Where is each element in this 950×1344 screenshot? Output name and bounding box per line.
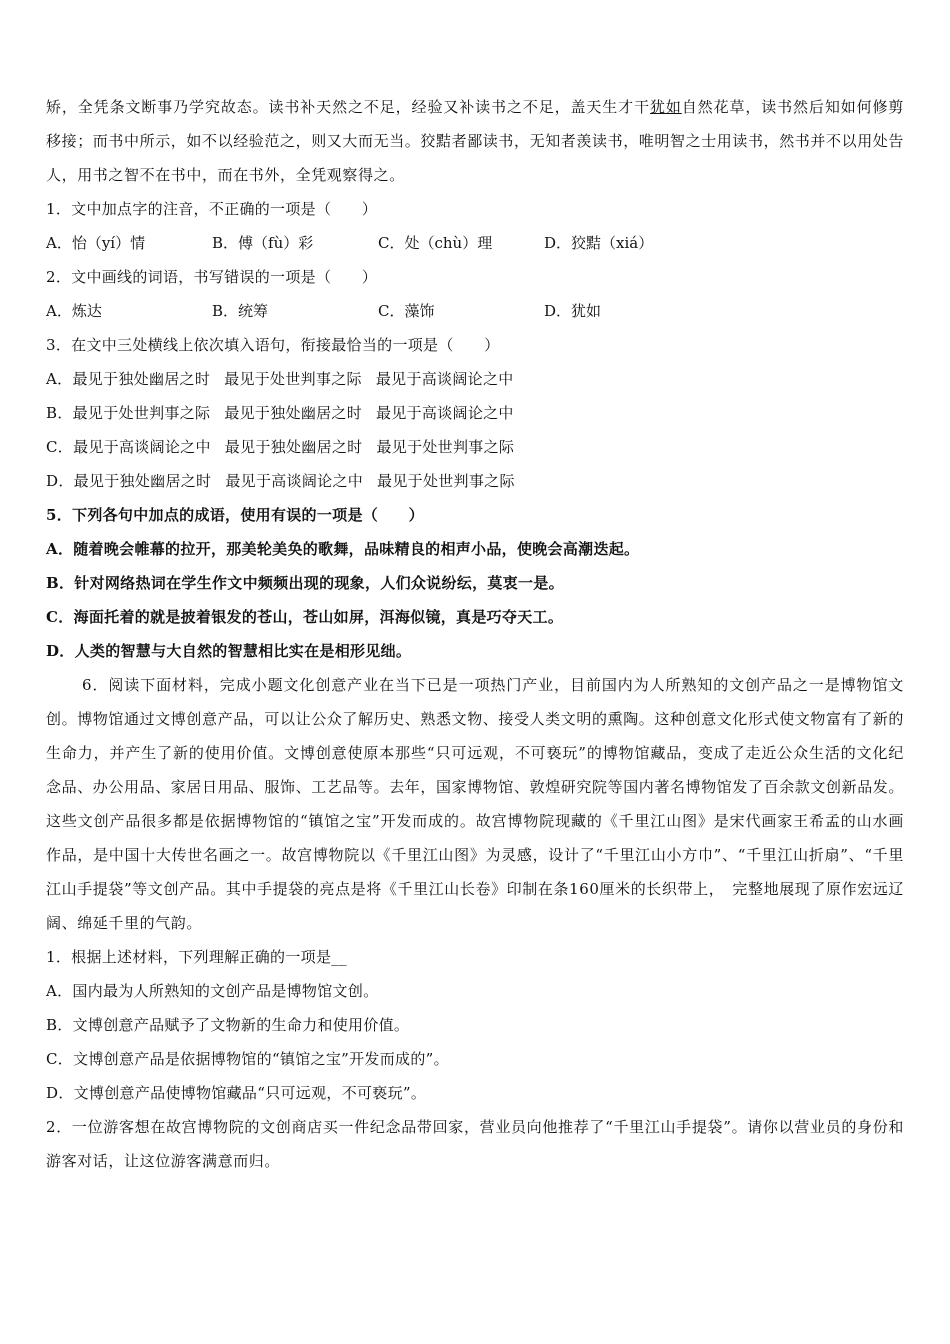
q3-d-part-2: 最见于高谈阔论之中: [225, 472, 364, 490]
question-1-options: [46, 226, 904, 260]
q2-option-c: C．藻饰: [378, 302, 435, 320]
q3-option-b-label: B．: [46, 404, 73, 422]
q3-option-c-label: C．: [46, 438, 74, 456]
q2-option-a: A．炼达: [46, 302, 102, 320]
q1-option-b: B．傅（fù）彩: [212, 234, 314, 252]
q6-sub1-stem: 1．根据上述材料，下列理解正确的一项是__: [46, 948, 347, 966]
q6-sub2-stem: 2．一位游客想在故宫博物院的文创商店买一件纪念品带回家，营业员向他推荐了“千里江山手提袋”。请你以营业员的身份和游客对话，让这位游客满意而归。: [46, 1118, 904, 1170]
q3-a-part-3: 最见于高谈阔论之中: [375, 370, 514, 388]
q1-option-a: A．怡（yí）情: [46, 234, 146, 252]
q3-c-part-2: 最见于独处幽居之时: [224, 438, 363, 456]
q2-option-d: D．犹如: [544, 302, 602, 320]
q3-d-part-3: 最见于处世判事之际: [377, 472, 515, 490]
q3-option-a: [46, 362, 904, 396]
q3-option-a-label: A．: [46, 370, 73, 388]
q5-option-c: C．海面托着的就是披着银发的苍山，苍山如屏，洱海似镜，真是巧夺天工。: [46, 608, 564, 626]
passage-part-2: 自然花草，读书然后知如何修剪移接；而书中所示，如不以经验范之，则又大而无当。狡黠者鄙读书，无知者羡读书，唯明智之士用读书，然书并不以用处告人，用书之智不在书中，而在书外，全凭观察得之。: [46, 98, 905, 184]
passage-part-1: 矫，全凭条文断事乃学究故态。读书补天然之不足，经验又补读书之不足，盖天生才干: [46, 98, 650, 116]
q3-c-part-1: 最见于高谈阔论之中: [73, 438, 211, 456]
question-5-stem: 5．下列各句中加点的成语，使用有误的一项是（ ）: [46, 506, 424, 524]
q6-sub1-option-d: D．文博创意产品使博物馆藏品“只可远观，不可亵玩”。: [46, 1084, 427, 1102]
q3-option-d-label: D．: [46, 472, 74, 490]
question-2-stem: 2．文中画线的词语，书写错误的一项是（ ）: [46, 268, 378, 286]
q3-option-d: [46, 464, 904, 498]
q3-a-part-1: 最见于独处幽居之时: [72, 370, 211, 388]
q6-sub1-option-c: C．文博创意产品是依据博物馆的“镇馆之宝”开发而成的”。: [46, 1050, 449, 1068]
question-1-stem: 1．文中加点字的注音，不正确的一项是（ ）: [46, 200, 378, 218]
q1-option-c: C．处（chù）理: [378, 234, 493, 252]
q3-b-part-2: 最见于独处幽居之时: [224, 404, 363, 422]
q5-option-b: B．针对网络热词在学生作文中频频出现的现象，人们众说纷纭，莫衷一是。: [46, 574, 564, 592]
q5-option-d: D．人类的智慧与大自然的智慧相比实在是相形见绌。: [46, 642, 412, 660]
question-6-passage: 6．阅读下面材料，完成小题文化创意产业在当下已是一项热门产业，目前国内为人所熟知的文创产品之一是博物馆文创。博物馆通过文博创意产品，可以让公众了解历史、熟悉文物、接受人类文明的熏陶。这种创意文化形式使文物富有了新的生命力，并产生了新的使用价值。文博创意使原本那些“只可远观，不可亵玩”的博物馆藏品，变成了走近公众生活的文化纪念品、办公用品、家居日用品、服饰、工艺品等。去年，国家博物馆、敦煌研究院等国内著名博物馆发了百余款文创新品发。这些文创产品很多都是依据博物馆的“镇馆之宝”开发而成的。故宫博物院现藏的《千里江山图》是宋代画家王希孟的山水画作品，是中国十大传世名画之一。故宫博物院以《千里江山图》为灵感，设计了“千里江山小方巾”、“千里江山折扇”、“千里江山手提袋”等文创产品。其中手提袋的亮点是将《千里江山长卷》印制在条160厘米的长织带上， 完整地展现了原作宏远辽阔、绵延千里的气韵。: [46, 676, 905, 932]
question-2-options: [46, 294, 904, 328]
q5-option-a: A．随着晚会帷幕的拉开，那美轮美奂的歌舞，品味精良的相声小品，使晚会高潮迭起。: [46, 540, 640, 558]
question-3-stem: 3．在文中三处横线上依次填入语句，衔接最恰当的一项是（ ）: [46, 336, 500, 354]
q3-b-part-3: 最见于高谈阔论之中: [376, 404, 514, 422]
passage-text: [46, 90, 904, 192]
q3-b-part-1: 最见于处世判事之际: [72, 404, 211, 422]
document-page: [46, 90, 904, 1178]
q3-option-c: [46, 430, 904, 464]
underlined-word: 犹如: [649, 98, 682, 116]
q2-option-b: B．统筹: [212, 302, 269, 320]
q1-option-d: D．狡黠（xiá）: [544, 234, 654, 252]
q3-a-part-2: 最见于处世判事之际: [224, 370, 362, 388]
q6-sub1-option-a: A．国内最为人所熟知的文创产品是博物馆文创。: [46, 982, 379, 1000]
q3-d-part-1: 最见于独处幽居之时: [73, 472, 212, 490]
q6-sub1-option-b: B．文博创意产品赋予了文物新的生命力和使用价值。: [46, 1016, 410, 1034]
q3-c-part-3: 最见于处世判事之际: [376, 438, 515, 456]
q3-option-b: [46, 396, 904, 430]
